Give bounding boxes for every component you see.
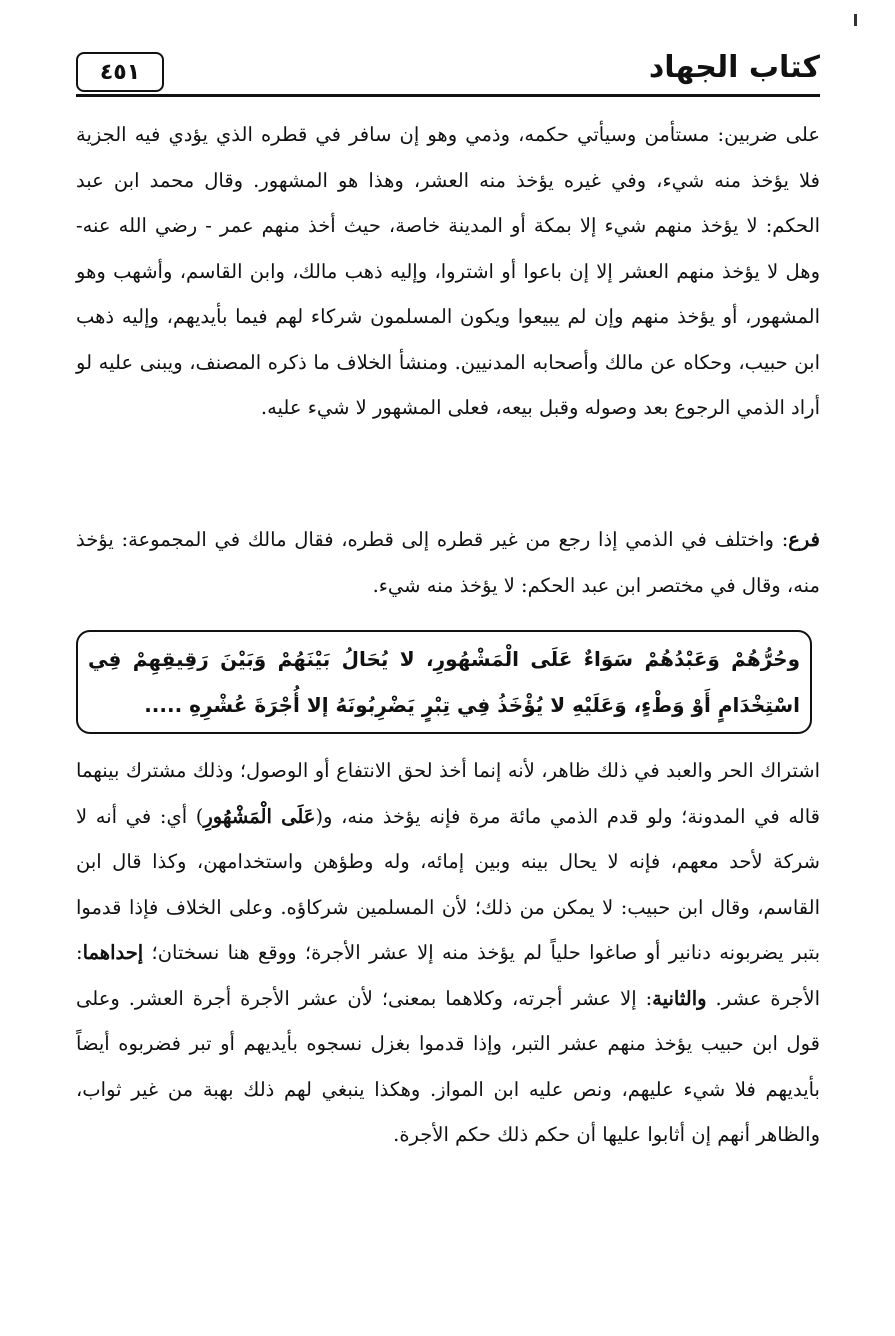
far-text: : واختلف في الذمي إذا رجع من غير قطره إلى قطره، فقال مالك في المجموعة: يؤخذ منه، وقال في مختصر ابن عبد الحكم: لا يؤخذ منه شيء. xyxy=(76,528,820,597)
paragraph-text xyxy=(76,517,820,608)
paragraph-text: على ضربين: مستأمن وسيأتي حكمه، وذمي وهو إن سافر في قطره الذي يؤدي فيه الجزية فلا يؤخذ منه شيء، وفي غيره يؤخذ منه العشر، وهذا هو المشهور. وقال محمد ابن عبد الحكم: لا يؤخذ منهم شيء إلا بمكة أو المدينة خاصة، حيث أخذ منهم عمر - رضي الله عنه- وهل لا يؤخذ منهم العشر إلا إن باعوا أو اشتروا، وإليه ذهب مالك، وابن القاسم، وأشهب وهو المشهور، أو يؤخذ منهم وإن لم يبيعوا ويكون المسلمون شركاء لهم فيما بأيديهم، وإليه ذهب ابن حبيب، وحكاه عن مالك وأصحابه المدنيين. ومنشأ الخلاف ما ذكره المصنف، ويبنى عليه لو أراد الذمي الرجوع بعد وصوله وقبل بيعه، فعلى المشهور لا شيء عليه. xyxy=(76,123,820,419)
header-rule xyxy=(76,94,820,97)
text-part-1: اشتراك الحر والعبد في ذلك ظاهر، لأنه إنما أخذ لحق الانتفاع أو الوصول؛ وذلك مشترك بينهما قاله في المدونة؛ ولو قدم الذمي مائة مرة فإنه يؤخذ منه، و( xyxy=(76,759,820,828)
corner-mark xyxy=(854,14,857,26)
text-part-3: : الأجرة عشر. xyxy=(76,941,820,1010)
matn-box xyxy=(76,630,812,734)
paragraph-text xyxy=(76,748,820,1158)
commentary-paragraph-3 xyxy=(76,748,820,1158)
quoted-matn: عَلَى الْمَشْهُورِ xyxy=(203,804,316,828)
matn-text: وحُرُّهُمْ وَعَبْدُهُمْ سَوَاءٌ عَلَى الْمَشْهُورِ، لا يُحَالُ بَيْنَهُمْ وَبَيْنَ رَقِيقِهِمْ فِي اسْتِخْدَامٍ أَوْ وَطْءٍ، وَعَلَيْهِ لا يُؤْخَذُ فِي تِبْرٍ يَضْرِبُونَهُ إلا أُجْرَةَ عُشْرِهِ ..... xyxy=(88,647,800,717)
far-label: فرع xyxy=(788,528,820,551)
page-number-box xyxy=(76,52,164,92)
page-header xyxy=(76,40,820,96)
page-number: ٤٥١ xyxy=(99,59,141,85)
commentary-paragraph-2 xyxy=(76,517,820,608)
commentary-paragraph-1 xyxy=(76,112,820,431)
book-title: كتاب الجهاد xyxy=(648,50,820,85)
text-part-4: : إلا عشر أجرته، وكلاهما بمعنى؛ لأن عشر الأجرة أجرة العشر. وعلى قول ابن حبيب يؤخذ منهم عشر التبر، وإذا قدموا بغزل نسجوه بأيديهم أو تبر فضربوه أيضاً بأيديهم فلا شيء عليهم، ونص عليه ابن المواز. وهكذا ينبغي لهم ذلك بهبة من غير ثواب، والظاهر أنهم إن أثابوا عليها أن حكم ذلك حكم الأجرة. xyxy=(76,986,820,1146)
text-part-2: ) أي: في أنه لا شركة لأحد معهم، فإنه لا يحال بينه وبين إمائه، وله وطؤهن واستخدامهن، وكذا قال ابن القاسم، وقال ابن حبيب: لا يمكن من ذلك؛ لأن المسلمين شركاؤه. وعلى الخلاف فإذا قدموا بتبر يضربونه دنانير أو صاغوا حلياً لم يؤخذ منه إلا عشر الأجرة؛ ووقع هنا نسختان؛ xyxy=(76,804,820,964)
ihdahuma-label: إحداهما xyxy=(82,941,144,964)
thaniya-label: والثانية xyxy=(652,986,707,1010)
